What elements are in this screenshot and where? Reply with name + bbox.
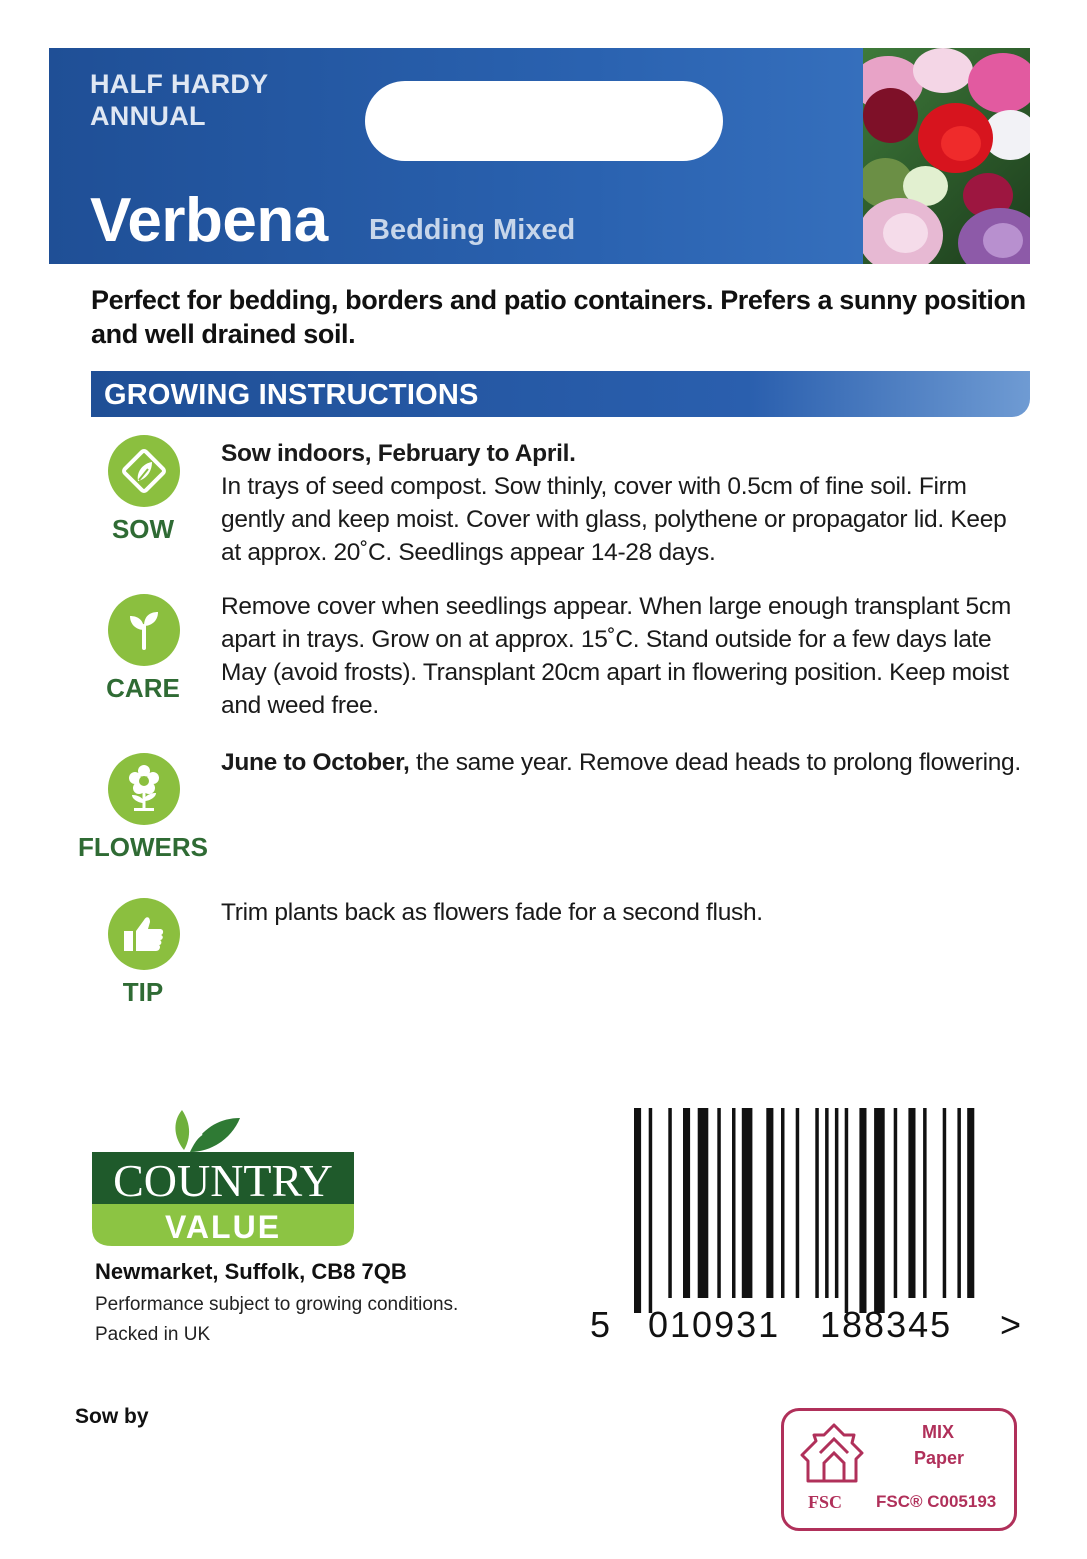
barcode-first-digit: 5: [590, 1304, 611, 1345]
step-sow-body: In trays of seed compost. Sow thinly, cover with 0.5cm of fine soil. Firm gently and keep moist. Cover with glass, polythene or propagator lid. Keep at approx. 20˚C. Seedlings appear 14-28 days.: [221, 473, 1007, 566]
barcode-bar: [859, 1108, 866, 1313]
barcode-bar: [908, 1108, 915, 1298]
step-flowers-lead: June to October,: [221, 749, 410, 776]
step-sow-lead: Sow indoors, February to April.: [221, 440, 576, 467]
step-flowers-body: the same year. Remove dead heads to prolong flowering.: [409, 749, 1021, 776]
barcode-bar: [894, 1108, 898, 1298]
barcode-right-digits: 188345: [820, 1304, 953, 1345]
step-label-flowers: FLOWERS: [78, 832, 208, 862]
header-band: [49, 48, 1030, 264]
barcode-bar: [957, 1108, 961, 1298]
packed-in: Packed in UK: [95, 1324, 211, 1345]
hardiness-line-2: ANNUAL: [90, 101, 206, 131]
fsc-code: FSC® C005193: [876, 1492, 997, 1511]
fsc-word: FSC: [808, 1492, 843, 1512]
barcode-bar: [835, 1108, 839, 1298]
barcode-bar: [825, 1108, 829, 1298]
barcode-bar: [732, 1108, 736, 1298]
step-tip-text: [221, 896, 1031, 929]
disclaimer: Performance subject to growing conditions.: [95, 1294, 459, 1315]
barcode-bar: [943, 1108, 947, 1298]
intro-text: Perfect for bedding, borders and patio containers. Prefers a sunny position and well drained soil.: [91, 285, 1026, 349]
brand-address: Newmarket, Suffolk, CB8 7QB: [95, 1259, 407, 1284]
barcode-bar: [742, 1108, 753, 1298]
barcode-bar: [781, 1108, 785, 1298]
variety-subtitle: Bedding Mixed: [369, 214, 576, 246]
barcode-bar: [815, 1108, 819, 1298]
step-care-text: [221, 590, 1031, 722]
barcode-quiet-zone-mark: >: [1000, 1304, 1022, 1345]
barcode-bar: [845, 1108, 849, 1313]
flower-icon: [108, 753, 180, 825]
barcode-bar: [649, 1108, 653, 1313]
step-label-care: CARE: [106, 673, 180, 703]
barcode-left-digits: 010931: [648, 1304, 781, 1345]
barcode-bar: [967, 1108, 974, 1298]
brand-name-line-1: COUNTRY: [113, 1155, 333, 1206]
barcode: [630, 1108, 990, 1313]
barcode-bar: [796, 1108, 800, 1298]
country-value-logo: [92, 1108, 354, 1248]
hardiness-line-1: HALF HARDY: [90, 69, 269, 99]
barcode-bar: [668, 1108, 672, 1298]
seedling-icon: [108, 594, 180, 666]
section-title: GROWING INSTRUCTIONS: [104, 379, 479, 411]
barcode-bar: [923, 1108, 927, 1298]
barcode-bar: [766, 1108, 773, 1298]
fsc-tree-icon: [800, 1421, 866, 1487]
seed-packet-icon: [108, 435, 180, 507]
thumbs-up-icon: [108, 898, 180, 970]
fsc-badge: [781, 1408, 1017, 1531]
fsc-mix: MIX: [922, 1422, 955, 1442]
step-label-tip: TIP: [122, 977, 164, 1007]
barcode-bar: [717, 1108, 721, 1298]
step-flowers-text: [221, 746, 1031, 779]
sow-by-label: Sow by: [75, 1405, 149, 1428]
section-banner: [91, 371, 1030, 417]
step-care-body: Remove cover when seedlings appear. When large enough transplant 5cm apart in trays. Grow on at approx. 15˚C. Stand outside for a few days late May (avoid frosts). Transplant 20cm apart in flowering position. Keep moist and weed free.: [221, 593, 1011, 719]
brand-name-line-2: VALUE: [164, 1209, 282, 1245]
barcode-bar: [634, 1108, 641, 1313]
step-sow-text: [221, 437, 1031, 569]
hang-hole: [365, 81, 723, 161]
page-title: Verbena: [90, 186, 328, 255]
barcode-bar: [683, 1108, 690, 1298]
step-label-sow: SOW: [111, 514, 175, 544]
barcode-bar: [874, 1108, 885, 1313]
barcode-bar: [698, 1108, 709, 1298]
verbena-photo: [863, 48, 1030, 264]
fsc-paper: Paper: [914, 1448, 965, 1468]
hardiness-label: [90, 68, 269, 132]
step-tip-body: Trim plants back as flowers fade for a second flush.: [221, 899, 763, 926]
